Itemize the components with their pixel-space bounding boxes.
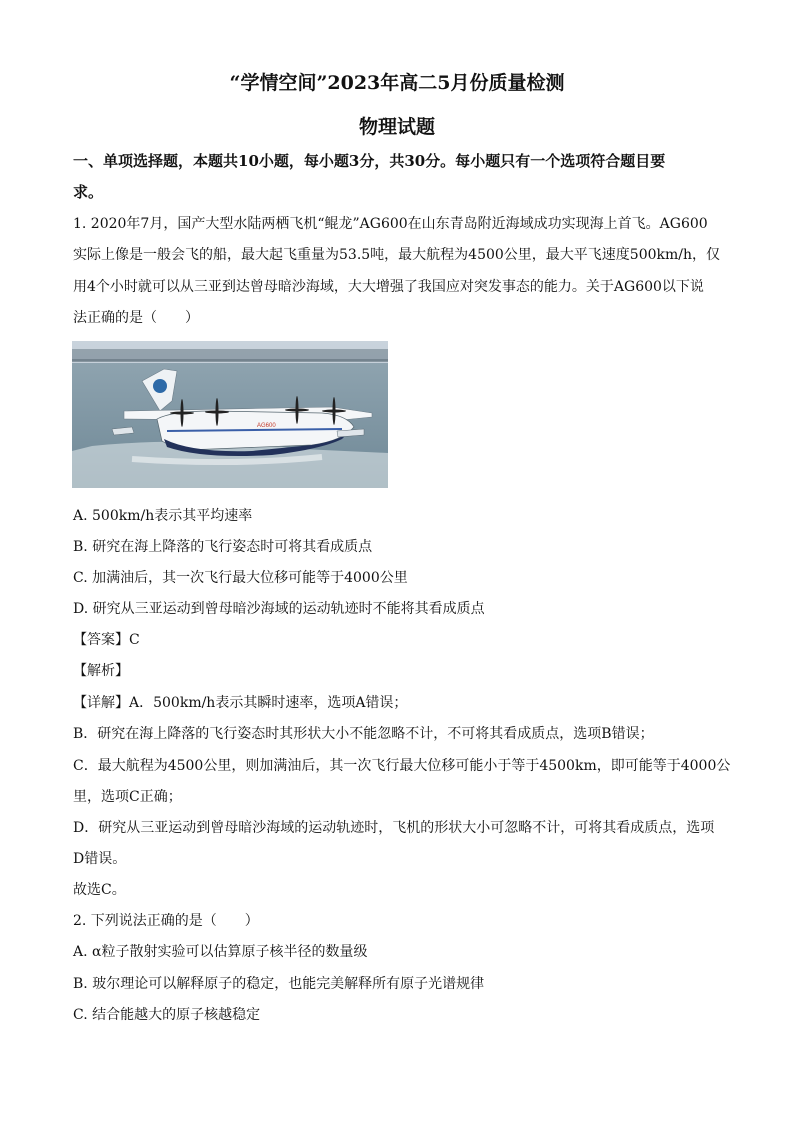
q1-answer: 【答案】C: [73, 632, 140, 648]
q1-detail-line: 【详解】A．500km/h表示其瞬时速率，选项A错误；: [73, 695, 408, 711]
q1-conclusion: 故选C。: [73, 882, 126, 898]
q1-option-c: C. 加满油后，其一次飞行最大位移可能等于4000公里: [73, 570, 408, 586]
section-heading: 一、单项选择题，本题共10小题，每小题3分，共30分。每小题只有一个选项符合题目要: [73, 152, 666, 170]
q2-option-b: B. 玻尔理论可以解释原子的稳定，也能完美解释所有原子光谱规律: [73, 976, 485, 992]
exam-subject: 物理试题: [358, 116, 435, 138]
seaplane-photo: [72, 341, 388, 488]
q1-detail-line: D错误。: [73, 851, 127, 867]
q1-stem-line: 实际上像是一般会飞的船，最大起飞重量为53.5吨，最大航程为4500公里，最大平飞速度500km/h，仅: [73, 247, 721, 263]
plane-marking: AG600: [257, 423, 276, 429]
q1-detail-line: D．研究从三亚运动到曾母暗沙海域的运动轨迹时，飞机的形状大小可忽略不计，可将其看成质点，选项: [73, 820, 715, 836]
q2-option-a: A. α粒子散射实验可以估算原子核半径的数量级: [73, 944, 368, 960]
q1-detail-line: B．研究在海上降落的飞行姿态时其形状大小不能忽略不计，不可将其看成质点，选项B错误；: [73, 726, 654, 742]
q2-option-c: C. 结合能越大的原子核越稳定: [73, 1007, 261, 1023]
q1-option-a: A. 500km/h表示其平均速率: [73, 508, 253, 524]
q1-option-d: D. 研究从三亚运动到曾母暗沙海域的运动轨迹时不能将其看成质点: [73, 601, 485, 617]
q1-stem-line: 用4个小时就可以从三亚到达曾母暗沙海域，大大增强了我国应对突发事态的能力。关于AG600以下说: [73, 279, 704, 295]
q2-stem: 2. 下列说法正确的是（ ）: [73, 913, 259, 929]
section-heading-cont: 求。: [73, 183, 104, 201]
q1-analysis-label: 【解析】: [73, 663, 129, 679]
q1-detail-line: 里，选项C正确；: [73, 789, 182, 805]
q1-stem-line: 法正确的是（ ）: [73, 310, 199, 326]
exam-title: “学情空间”2023年高二5月份质量检测: [229, 72, 565, 94]
q1-option-b: B. 研究在海上降落的飞行姿态时可将其看成质点: [73, 539, 373, 555]
q1-detail-line: C．最大航程为4500公里，则加满油后，其一次飞行最大位移可能小于等于4500km，即可能等于4000公: [73, 758, 731, 774]
q1-stem-line: 1. 2020年7月，国产大型水陆两栖飞机“鲲龙”AG600在山东青岛附近海域成功实现海上首飞。AG600: [73, 216, 708, 232]
